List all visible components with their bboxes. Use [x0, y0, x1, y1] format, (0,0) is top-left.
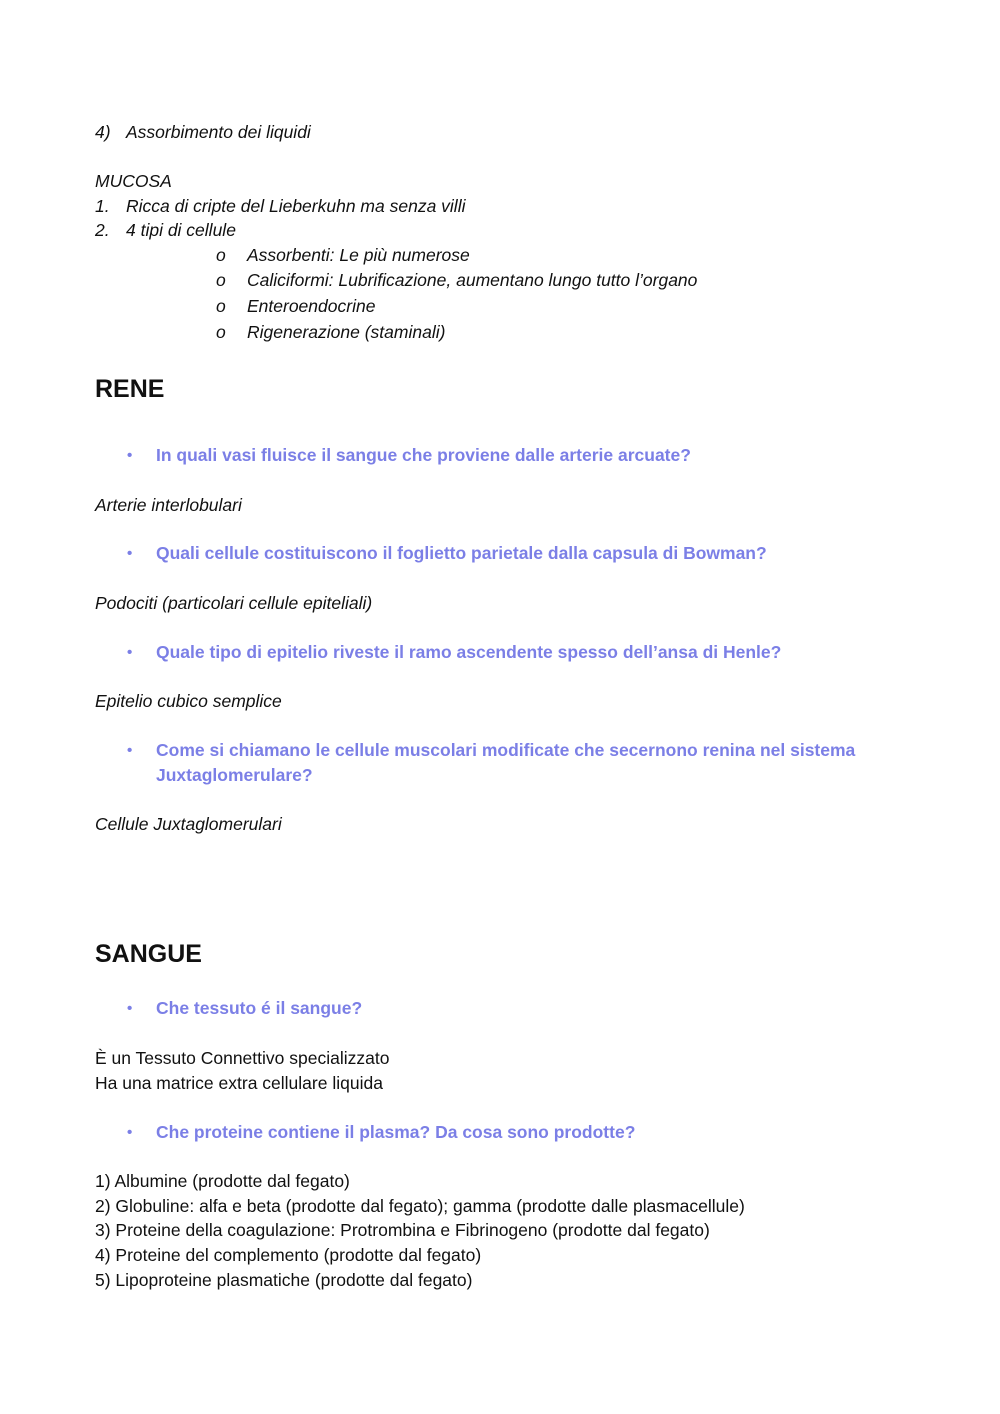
- list-number: 2.: [95, 220, 110, 240]
- answer: Arterie interlobulari: [95, 495, 242, 515]
- cell-type-item: [216, 295, 375, 317]
- protein-item: 1) Albumine (prodotte dal fegato): [95, 1171, 350, 1191]
- list-text: Ricca di cripte del Lieberkuhn ma senza villi: [126, 196, 466, 216]
- question: [127, 640, 782, 665]
- protein-item: 3) Proteine della coagulazione: Protrombina e Fibrinogeno (prodotte dal fegato): [95, 1220, 710, 1240]
- bullet-icon: •: [127, 1124, 133, 1141]
- sublist-marker: o: [216, 322, 226, 342]
- bullet-icon: •: [127, 742, 133, 759]
- list-item-4: [95, 121, 311, 143]
- question-text: Che tessuto é il sangue?: [156, 998, 363, 1018]
- protein-item: 5) Lipoproteine plasmatiche (prodotte dal fegato): [95, 1270, 473, 1290]
- question-text: Quale tipo di epitelio riveste il ramo ascendente spesso dell’ansa di Henle?: [156, 642, 782, 662]
- section-heading-rene: RENE: [95, 375, 165, 403]
- bullet-icon: •: [127, 545, 133, 562]
- question: [127, 443, 691, 468]
- question-text: Che proteine contiene il plasma? Da cosa sono prodotte?: [156, 1122, 636, 1142]
- answer: Cellule Juxtaglomerulari: [95, 814, 282, 834]
- question: [127, 738, 856, 763]
- sublist-text: Rigenerazione (staminali): [247, 322, 446, 342]
- cell-type-item: [216, 269, 697, 291]
- mucosa-item-1: [95, 195, 465, 217]
- cell-type-item: [216, 244, 470, 266]
- sublist-marker: o: [216, 270, 226, 290]
- question-text: In quali vasi fluisce il sangue che proviene dalle arterie arcuate?: [156, 445, 691, 465]
- bullet-icon: •: [127, 447, 133, 464]
- answer: Epitelio cubico semplice: [95, 691, 282, 711]
- list-text: 4 tipi di cellule: [126, 220, 236, 240]
- question: [127, 541, 767, 566]
- bullet-icon: •: [127, 644, 133, 661]
- question: [127, 1120, 636, 1145]
- list-number: 4): [95, 122, 111, 142]
- question-continuation: Juxtaglomerulare?: [156, 765, 313, 785]
- question-text: Come si chiamano le cellule muscolari modificate che secernono renina nel sistema: [156, 740, 856, 760]
- answer: Podociti (particolari cellule epiteliali): [95, 593, 373, 613]
- sublist-text: Assorbenti: Le più numerose: [247, 245, 470, 265]
- bullet-icon: •: [127, 1000, 133, 1017]
- question-text: Quali cellule costituiscono il foglietto parietale dalla capsula di Bowman?: [156, 543, 767, 563]
- protein-item: 4) Proteine del complemento (prodotte dal fegato): [95, 1245, 482, 1265]
- question: [127, 996, 363, 1021]
- sublist-marker: o: [216, 296, 226, 316]
- answer-line: Ha una matrice extra cellulare liquida: [95, 1073, 383, 1093]
- sublist-text: Enteroendocrine: [247, 296, 376, 316]
- mucosa-title: MUCOSA: [95, 171, 172, 191]
- sublist-marker: o: [216, 245, 226, 265]
- protein-item: 2) Globuline: alfa e beta (prodotte dal fegato); gamma (prodotte dalle plasmacellule): [95, 1196, 745, 1216]
- list-number: 1.: [95, 196, 110, 216]
- section-heading-sangue: SANGUE: [95, 940, 202, 968]
- cell-type-item: [216, 321, 445, 343]
- answer-line: È un Tessuto Connettivo specializzato: [95, 1048, 390, 1068]
- mucosa-item-2: [95, 219, 236, 241]
- list-text: Assorbimento dei liquidi: [126, 122, 311, 142]
- sublist-text: Caliciformi: Lubrificazione, aumentano lungo tutto l’organo: [247, 270, 698, 290]
